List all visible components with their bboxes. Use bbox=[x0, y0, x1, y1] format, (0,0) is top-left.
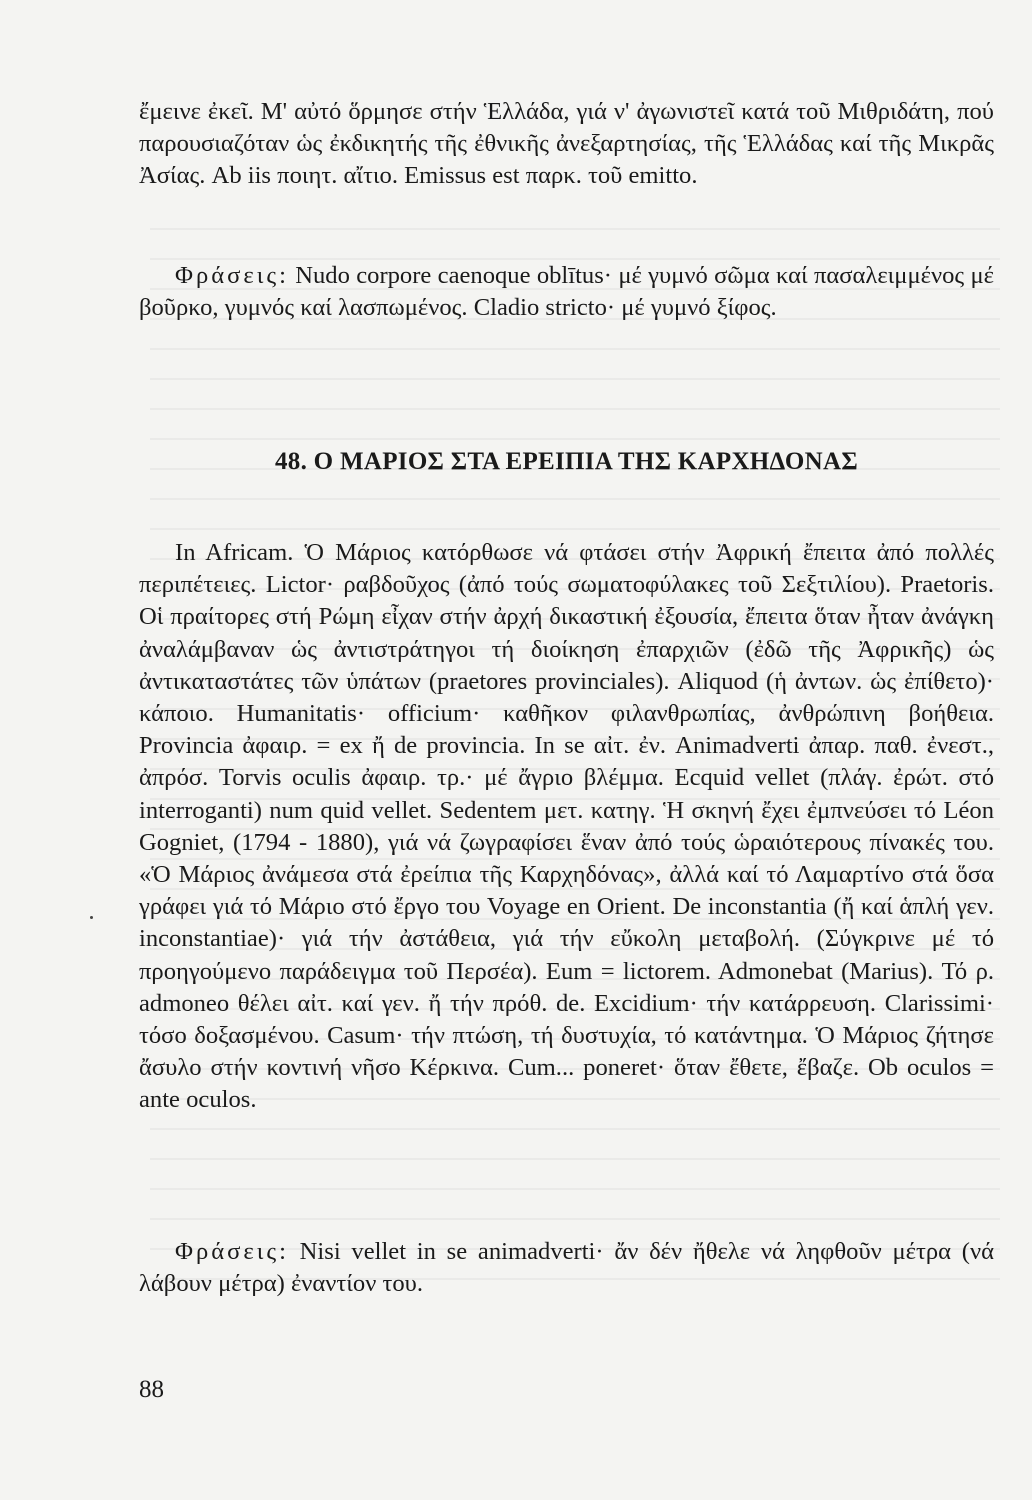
paragraph-phrases-2 bbox=[139, 1236, 994, 1300]
speck bbox=[90, 916, 93, 919]
section-heading: 48. Ο ΜΑΡΙΟΣ ΣΤΑ ΕΡΕΙΠΙΑ ΤΗΣ ΚΑΡΧΗΔΟΝΑΣ bbox=[274, 448, 859, 475]
page-number: 88 bbox=[139, 1376, 164, 1403]
phrases-label-1: Φράσεις: bbox=[175, 262, 289, 289]
phrases-label-2: Φράσεις: bbox=[175, 1238, 289, 1265]
phrases-text-1: Nudo corpore caenoque oblītus· μέ γυμνό σῶμα καί πασαλειμμένος μέ βοῦρκο, γυμνός καί λασπωμένος. Cladio stricto· μέ γυμνό ξίφος. bbox=[139, 262, 994, 322]
paragraph-commentary-text: In Africam. Ὁ Μάριος κατόρθωσε νά φτάσει στήν Ἀφρική ἔπειτα ἀπό πολλές περιπέτειες. Lictor· ραβδοῦχος (ἀπό τούς σωματοφύλακες τοῦ Σεξτιλίου). Praetoris. Οἱ πραίτορες στή Ρώμη εἶχαν στήν ἀρχή δικαστική ἐξουσία, ἔπειτα ὅταν ἦταν ἀνάγκη ἀναλάμβαναν ὡς ἀντιστράτηγοι τή διοίκηση ἐπαρχιῶν (ἐδῶ τῆς Ἀφρικῆς) ὡς ἀντικαταστάτες τῶν ὑπάτων (praetores provinciales). Aliquod (ἡ ἀντων. ὡς ἐπίθετο)· κάποιο. Humanitatis· officium· καθῆκον φιλανθρωπίας, ἀνθρώπινη βοήθεια. Provincia ἀφαιρ. = ex ἤ de provincia. In se αἰτ. ἐν. Animadverti ἀπαρ. παθ. ἐνεστ., ἀπρόσ. Torvis oculis ἀφαιρ. τρ.· μέ ἄγριο βλέμμα. Ecquid vellet (πλάγ. ἐρώτ. στό interroganti) num quid vellet. Sedentem μετ. κατηγ. Ἡ σκηνή ἔχει ἐμπνεύσει τό Léon Gogniet, (1794 - 1880), γιά νά ζωγραφίσει ἕναν ἀπό τούς ὡραιότερους πίνακές του. «Ὁ Μάριος ἀνάμεσα στά ἐρείπια τῆς Καρχηδόνας», ἀλλά καί τό Λαμαρτίνο στά ὅσα γράφει γιά τό Μάριο στό ἔργο του Voyage en Orient. De inconstantia (ἤ καί ἁπλή γεν. inconstantiae)· γιά τήν ἀστάθεια, γιά τήν εὔκολη μεταβολή. (Σύγκρινε μέ τό προηγούμενο παράδειγμα τοῦ Περσέα). Eum = lictorem. Admonebat (Marius). Τό ρ. admoneo θέλει αἰτ. καί γεν. ἤ τήν πρόθ. de. Excidium· τήν κατάρρευση. Clarissimi· τόσο δοξασμένου. Casum· τήν πτώση, τή δυστυχία, τό κατάντημα. Ὁ Μάριος ζήτησε ἄσυλο στήν κοντινή νῆσο Κέρκινα. Cum... poneret· ὅταν ἔθετε, ἔβαζε. Ob oculos = ante oculos. bbox=[139, 539, 994, 1114]
paragraph-commentary bbox=[139, 537, 994, 1117]
paragraph-phrases-1 bbox=[139, 260, 994, 324]
paragraph-intro-text: ἔμεινε ἐκεῖ. Μ' αὐτό ὅρμησε στήν Ἑλλάδα, γιά ν' ἀγωνιστεῖ κατά τοῦ Μιθριδάτη, πού παρουσιαζόταν ὡς ἐκδικητής τῆς ἐθνικῆς ἀνεξαρτησίας, τῆς Ἑλλάδας καί τῆς Μικρᾶς Ἀσίας. Ab iis ποιητ. αἴτιο. Emissus est παρκ. τοῦ emitto. bbox=[139, 98, 994, 190]
paragraph-intro bbox=[139, 96, 994, 193]
phrases-text-2: Nisi vellet in se animadverti· ἄν δέν ἤθελε νά ληφθοῦν μέτρα (νά λάβουν μέτρα) ἐναντίον του. bbox=[139, 1238, 994, 1298]
